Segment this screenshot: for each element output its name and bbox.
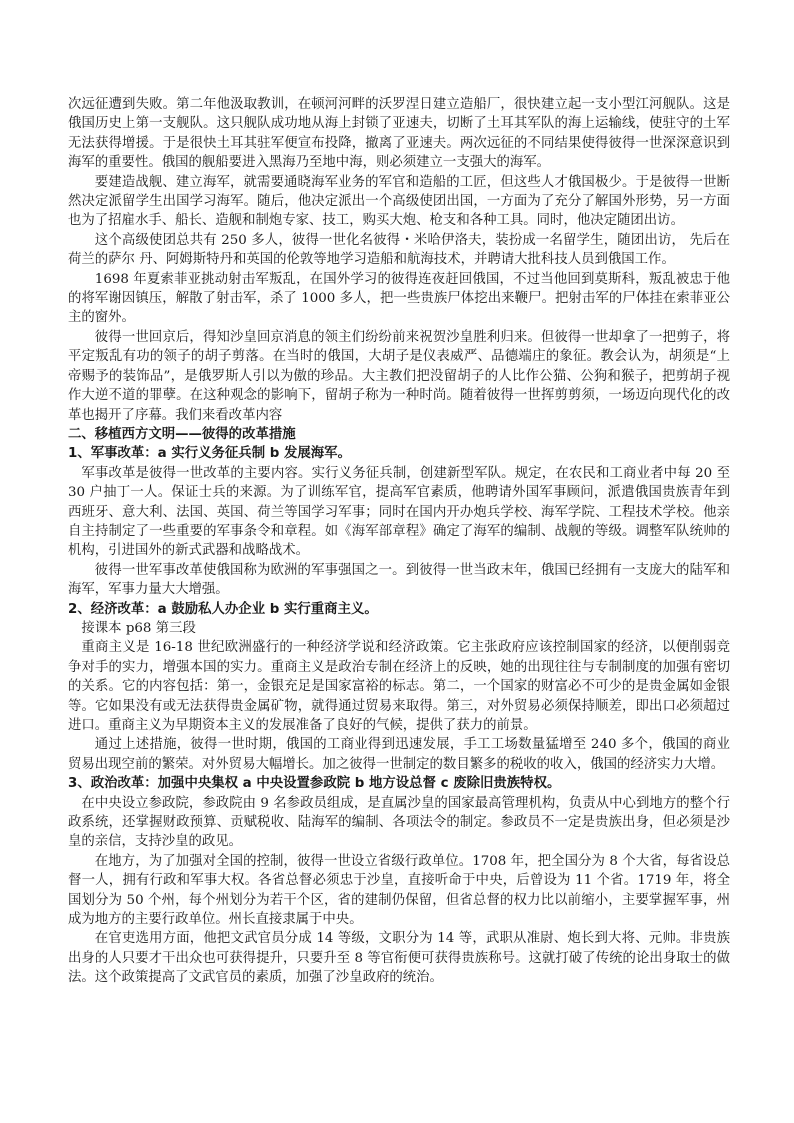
- paragraph-navy-officers: 要建造战舰、建立海军，就需要通晓海军业务的军官和造船的工匠，但这些人才俄国极少。于是彼得一世断然决定派留学生出国学习海军。随后，他决定派出一个高级使团出国，一方面为了充分了解国外形势，另一方面也为了招雇水手、船长、造舰和制炮专家、技工，购买大炮、枪支和各种工具。同时，他决定随团出访。: [68, 174, 730, 229]
- economic-reform-heading: 2、经济改革：a 鼓励私人办企业 b 实行重商主义。: [68, 601, 378, 617]
- section-title: 二、移植西方文明——彼得的改革措施: [68, 426, 296, 442]
- paragraph-grand-embassy: 这个高级使团总共有 250 多人，彼得一世化名彼得・米哈伊洛夫，装扮成一名留学生，随团出访， 先后在荷兰的萨尔 丹、阿姆斯特丹和英国的伦敦等地学习造船和航海技术，并聘请大批科技人员到俄国工作。: [68, 232, 730, 268]
- senate-paragraph: 在中央设立参政院，参政院由 9 名参政员组成，是直属沙皇的国家最高管理机构，负责从中心到地方的整个行政系统，还掌握财政预算、贡赋税收、陆海军的编制、各项法令的制定。参政员不一定是贵族出身，但必须是沙皇的亲信，支持沙皇的政见。: [68, 795, 730, 850]
- military-reform-heading: 1、军事改革：a 实行义务征兵制 b 发展海军。: [68, 446, 351, 462]
- table-of-ranks-paragraph: 在官吏选用方面，他把文武官员分成 14 等级，文职分为 14 等，武职从准尉、炮长到大将、元帅。非贵族出身的人只要才干出众也可获得提升，只要升至 8 等官衔便可获得贵族称号。这就打破了传统的论出身取士的做法。这个政策提高了文武官员的素质，加强了沙皇政府的统治。: [68, 931, 730, 986]
- textbook-reference: 接课本 p68 第三段: [81, 620, 196, 636]
- political-reform-heading: 3、政治改革：加强中央集权 a 中央设置参政院 b 地方设总督 c 废除旧贵族特权。: [68, 776, 561, 792]
- military-reform-paragraph: 军事改革是彼得一世改革的主要内容。实行义务征兵制，创建新型军队。规定，在农民和工商业者中每 20 至 30 户抽丁一人。保证士兵的来源。为了训练军官，提高军官素质，他聘请外国军事顾问，派遣俄国贵族青年到西班牙、意大利、法国、英国、荷兰等国学习军事；同时在国内开办炮兵学校、海军学院、工程技术学校。他亲自主持制定了一些重要的军事条令和章程。如《海军部章程》确定了海军的编制、战舰的等级。调整军队统帅的机构，引进国外的新式武器和战略战术。: [68, 465, 730, 559]
- paragraph-beard-cutting: 彼得一世回京后，得知沙皇回京消息的领主们纷纷前来祝贺沙皇胜利归来。但彼得一世却拿了一把剪子，将平定叛乱有功的领子的胡子剪落。在当时的俄国，大胡子是仪表威严、品德端庄的象征。教会认为，胡须是“上帝赐予的装饰品”，是俄罗斯人引以为傲的珍品。大主教们把没留胡子的人比作公猫、公狗和猴子，把剪胡子视作大逆不道的罪孽。在这种观念的影响下，留胡子称为一种时尚。随着彼得一世挥剪剪须，一场迈向现代化的改革也揭开了序幕。我们来看改革内容: [68, 329, 730, 423]
- paragraph-streltsy-revolt: 1698 年夏索菲亚挑动射击军叛乱，在国外学习的彼得连夜赶回俄国，不过当他回到莫斯科，叛乱被忠于他的将军谢因镇压，解散了射击军，杀了 1000 多人，把一些贵族尸体挖出来鞭尸。把射击军的尸体挂在索菲亚公主的窗外。: [68, 271, 730, 326]
- document-page: [68, 95, 730, 988]
- paragraph-azov-fleet: 次远征遭到失败。第二年他汲取教训，在顿河河畔的沃罗涅日建立造船厂，很快建立起一支小型江河舰队。这是俄国历史上第一支舰队。这只舰队成功地从海上封锁了亚速夫，切断了土耳其军队的海上运输线，使驻守的土军无法获得增援。于是很快土耳其驻军便宣布投降，撤离了亚速夫。两次远征的不同结果使得彼得一世深深意识到海军的重要性。俄国的舰船要进入黑海乃至地中海，则必须建立一支强大的海军。: [68, 97, 730, 171]
- mercantilism-paragraph: 重商主义是 16-18 世纪欧洲盛行的一种经济学说和经济政策。它主张政府应该控制国家的经济，以便削弱竞争对手的实力，增强本国的实力。重商主义是政治专制在经济上的反映，她的出现往往与专制制度的加强有密切的关系。它的内容包括：第一，金银充足是国家富裕的标志。第二，一个国家的财富必不可少的是贵金属如金银等。它如果没有或无法获得贵金属矿物，就得通过贸易来取得。第三，对外贸易必须保持顺差，即出口必须超过进口。重商主义为早期资本主义的发展准备了良好的气候，提供了获力的前景。: [68, 640, 730, 733]
- economic-result-paragraph: 通过上述措施，彼得一世时期，俄国的工商业得到迅速发展，手工工场数量猛增至 240 多个，俄国的商业贸易出现空前的繁荣。对外贸易大幅增长。加之彼得一世制定的数目繁多的税收的收入，俄国的经济实力大增。: [68, 737, 730, 772]
- provinces-paragraph: 在地方，为了加强对全国的控制，彼得一世设立省级行政单位。1708 年，把全国分为 8 个大省，每省设总督一人，拥有行政和军事大权。各省总督必须忠于沙皇，直接听命于中央，后曾设为 11 个省。1719 年，将全国划分为 50 个州，每个州划分为若干个区，省的建制仍保留，但省总督的权力比以前缩小，主要掌握军事，州成为地方的主要行政单位。州长直接隶属于中央。: [68, 853, 730, 928]
- military-result-paragraph: 彼得一世军事改革使俄国称为欧洲的军事强国之一。到彼得一世当政末年，俄国已经拥有一支庞大的陆军和海军，军事力量大大增强。: [68, 562, 730, 598]
